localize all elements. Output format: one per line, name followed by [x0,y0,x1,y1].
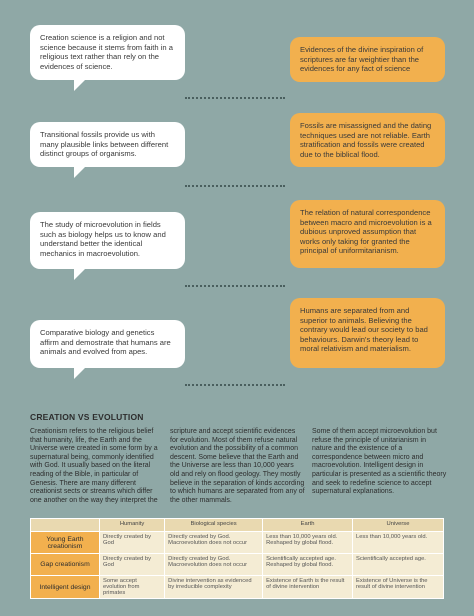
rebuttal-bubble-3 [290,200,445,268]
bubble-tail [74,166,86,178]
table-cell: Directly created by God. Macroevolution does not occur [165,554,263,576]
connector-line [185,285,285,287]
table-cell: Some accept evolution from primates [100,576,165,599]
table-cell: Directly created by God [100,554,165,576]
table-cell: Directly created by God [100,532,165,554]
table-row [31,554,444,576]
section-title: CREATION VS EVOLUTION [30,412,144,422]
claim-text-3: The study of microevolution in fields such as biology helps us to know and understand better the identical mechanics in macroevolution. [40,220,166,258]
table-cell: Directly created by God. Macroevolution does not occur [165,532,263,554]
table-header-species: Biological species [165,519,263,532]
connector-line [185,384,285,386]
rebuttal-text-3: The relation of natural correspondence between macro and microevolution is a dubious unproved assumption that works only taking for granted the principal of uniformitarianism. [300,208,432,256]
claim-bubble-1 [30,25,185,80]
table-row [31,532,444,554]
text-column-1: Creationism refers to the religious belief that humanity, life, the Earth and the Universe were created in some form by a supernatural being, commonly identified with God. It usually based on the literal reading of the Bible, in particular of Genesis. There are many different creationist sects or streams which differ one another on the way they interpret the [30,428,158,504]
table-cell: Existence of Earth is the result of divine intervention [263,576,353,599]
table-cell: Less than 10,000 years old. [352,532,443,554]
table-cell: Divine intervention as evidenced by irreducible complexity [165,576,263,599]
table-cell: Existence of Universe is the result of divine intervention [352,576,443,599]
rebuttal-bubble-4 [290,298,445,368]
connector-line [185,97,285,99]
bubble-tail [74,79,86,91]
table-row-label: Young Earth creationism [31,532,100,554]
claim-bubble-4 [30,320,185,368]
table-header-earth: Earth [263,519,353,532]
text-column-3: Some of them accept microevolution but refuse the principle of unitarianism in nature and the existence of a correspondence between micro and macroevolution. Intelligent design in particular is presented as a scientific theory and seek to redefine science to accept supernatural explanations. [312,428,447,496]
table-cell: Scientifically accepted age. Reshaped by global flood. [263,554,353,576]
connector-line [185,185,285,187]
claim-bubble-2 [30,122,185,167]
table-cell: Scientifically accepted age. [352,554,443,576]
claim-text-4: Comparative biology and genetics affirm and demostrate that humans are animals and evolved from apes. [40,328,171,357]
rebuttal-bubble-1 [290,37,445,82]
table-header-blank [31,519,100,532]
bubble-tail [74,268,86,280]
table-header-humanity: Humanity [100,519,165,532]
text-column-2: scripture and accept scientific evidences for evolution. Most of them refuse natural evolution and the possibility of a common descent. Some believe that the Earth and the Universe are less than 10,000 years old and rely on flood geology. They mostly believe in the separation of kinds according to which humans are separated from any of the other mammals. [170,428,305,504]
table-row [31,576,444,599]
comparison-table [30,518,444,599]
table-header-universe: Universe [352,519,443,532]
table-row-label: Intelligent design [31,576,100,599]
claim-text-1: Creation science is a religion and not science because it stems from faith in a religious text rather than rely on the evidences of science. [40,33,173,71]
rebuttal-text-1: Evidences of the divine inspiration of scriptures are far weightier than the evidences for any fact of science [300,45,424,74]
claim-text-2: Transitional fossils provide us with many plausible links between different distinct groups of organisms. [40,130,169,159]
rebuttal-text-2: Fossils are misassigned and the dating techniques used are not reliable. Earth stratification and fossils were created due to the biblical flood. [300,121,432,159]
rebuttal-text-4: Humans are separated from and superior to animals. Believing the contrary would lead our society to bad behaviours. Darwin's theory lead to moral relativism and materialism. [300,306,428,354]
table-header-row [31,519,444,532]
bubble-tail [74,367,86,379]
table-row-label: Gap creationism [31,554,100,576]
claim-bubble-3 [30,212,185,269]
table-cell: Less than 10,000 years old. Reshaped by global flood. [263,532,353,554]
rebuttal-bubble-2 [290,113,445,167]
